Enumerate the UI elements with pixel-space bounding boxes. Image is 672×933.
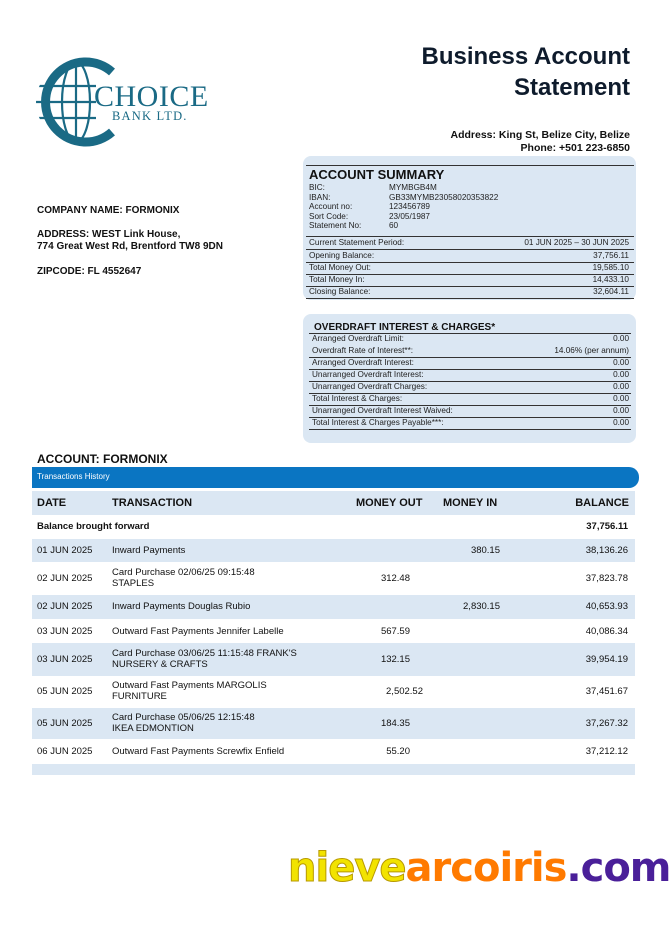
row-value: 19,585.10 [592,263,629,272]
detail-value: 23/05/1987 [389,211,430,221]
col-money-in: MONEY IN [443,497,498,509]
row-label: Total Interest & Charges: [312,394,403,403]
row-description: Inward Payments [112,545,186,556]
watermark-part-2: arcoiris [405,845,567,891]
row-description: Outward Fast Payments Jennifer Labelle [112,626,284,637]
row-label: Closing Balance: [309,287,371,296]
row-description-line-2: IKEA EDMONTION [112,723,194,734]
row-label: Arranged Overdraft Limit: [312,334,404,343]
overdraft-row [312,405,629,417]
row-balance: 40,653.93 [585,601,628,612]
detail-label: Sort Code: [309,211,349,221]
account-summary-title: ACCOUNT SUMMARY [309,167,445,182]
divider [309,429,631,430]
account-label: ACCOUNT: FORMONIX [37,452,168,466]
brought-forward-balance: 37,756.11 [586,521,628,532]
row-value: 32,604.11 [593,287,629,296]
row-label: Total Interest & Charges Payable***: [312,418,444,427]
row-money-out: 55.20 [386,746,410,757]
row-balance: 39,954.19 [585,654,628,665]
detail-label: BIC: [309,183,325,192]
row-value: 0.00 [613,334,629,343]
bank-phone: Phone: +501 223-6850 [520,142,630,154]
table-row [32,739,635,764]
watermark-part-1: nieve [288,845,406,891]
row-money-out: 184.35 [380,718,410,729]
row-money-out: 312.48 [380,573,410,584]
row-label: Total Money Out: [309,263,371,272]
row-date: 03 JUN 2025 [37,654,93,665]
row-description [112,680,267,702]
row-label: Opening Balance: [309,251,375,260]
watermark [288,845,671,891]
overdraft-row [312,333,629,345]
transactions-history-label: Transactions History [37,472,110,481]
row-money-out: 132.15 [380,654,410,665]
summary-row [309,237,629,249]
row-balance: 37,823.78 [585,573,628,584]
row-date: 02 JUN 2025 [37,573,93,584]
overdraft-row [312,357,629,369]
overdraft-title: OVERDRAFT INTEREST & CHARGES* [314,322,496,333]
row-label: Total Money In: [309,275,365,284]
col-balance: BALANCE [575,497,629,509]
summary-details [309,183,499,231]
table-row [32,595,635,619]
logo-name: CHOICE [94,80,209,113]
detail-value: GB33MYMB23058020353822 [389,192,499,202]
document-title [370,41,630,103]
row-balance: 40,086.34 [585,626,628,637]
table-row [32,708,635,739]
detail-value: 60 [389,221,399,230]
row-description-line-1: Card Purchase 03/06/25 11:15:48 FRANK'S [112,648,297,659]
row-label: Current Statement Period: [309,238,405,247]
overdraft-row [312,345,629,357]
table-row [32,539,635,562]
row-money-out: 567.59 [380,626,410,637]
title-line-1: Business Account [421,43,630,70]
row-description-line-1: Card Purchase 05/06/25 12:15:48 [112,712,255,723]
row-value: 37,756.11 [593,251,629,260]
row-balance: 37,212.12 [585,746,628,757]
company-zipcode: ZIPCODE: FL 4552647 [37,266,142,277]
row-money-out: 2,502.52 [386,686,423,697]
summary-row [309,250,629,262]
row-balance: 38,136.26 [585,545,628,556]
transactions-history-bar [32,467,639,488]
brought-forward-label: Balance brought forward [37,521,150,532]
summary-row [309,274,629,286]
table-row [32,643,635,676]
table-row [32,619,635,643]
table-footer-row [32,764,635,775]
detail-value: MYMBGB4M [389,183,437,192]
table-row [32,676,635,708]
row-value: 0.00 [613,382,629,391]
divider [306,298,634,299]
row-label: Arranged Overdraft Interest: [312,358,414,367]
row-description [112,648,297,670]
row-value: 14,433.10 [592,275,629,284]
row-date: 06 JUN 2025 [37,746,93,757]
summary-row [309,286,629,298]
row-description-line-1: Card Purchase 02/06/25 09:15:48 [112,567,255,578]
bank-address: Address: King St, Belize City, Belize [450,129,630,141]
row-label: Overdraft Rate of Interest**: [312,346,414,355]
watermark-part-3: .com [566,845,671,891]
detail-label: Account no: [309,202,353,211]
company-name: COMPANY NAME: FORMONIX [37,205,180,216]
row-label: Unarranged Overdraft Charges: [312,382,428,391]
col-date: DATE [37,497,67,509]
table-row [32,562,635,595]
row-description-line-1: Outward Fast Payments MARGOLIS [112,680,267,691]
company-address-line-1: ADDRESS: WEST Link House, [37,229,181,240]
table-row-brought-forward [32,515,635,539]
row-value: 0.00 [613,418,629,427]
divider [306,165,634,166]
overdraft-row [312,381,629,393]
row-description [112,567,255,589]
row-value: 01 JUN 2025 – 30 JUN 2025 [524,238,629,247]
row-date: 02 JUN 2025 [37,601,93,612]
title-line-2: Statement [513,74,630,101]
row-value: 0.00 [613,370,629,379]
summary-row [309,262,629,274]
row-description [112,712,255,734]
detail-label: IBAN: [309,192,331,202]
row-label: Unarranged Overdraft Interest Waived: [312,406,453,415]
row-description: Outward Fast Payments Screwfix Enfield [112,746,285,757]
row-value: 0.00 [613,358,629,367]
row-money-in: 2,830.15 [463,601,500,612]
detail-value: 123456789 [389,202,430,211]
row-description-line-2: NURSERY & CRAFTS [112,659,208,670]
logo-subtitle: BANK LTD. [112,109,188,123]
row-description-line-2: STAPLES [112,578,155,589]
row-value: 0.00 [613,394,629,403]
row-date: 01 JUN 2025 [37,545,93,556]
row-value: 14.06% (per annum) [554,346,629,355]
row-date: 05 JUN 2025 [37,718,93,729]
overdraft-row [312,417,629,429]
overdraft-row [312,393,629,405]
row-date: 05 JUN 2025 [37,686,93,697]
row-label: Unarranged Overdraft Interest: [312,370,424,379]
row-description: Inward Payments Douglas Rubio [112,601,251,612]
overdraft-row [312,369,629,381]
company-address-line-2: 774 Great West Rd, Brentford TW8 9DN [37,241,223,252]
row-balance: 37,451.67 [585,686,628,697]
col-money-out: MONEY OUT [356,497,423,509]
row-description-line-2: FURNITURE [112,691,167,702]
row-money-in: 380.15 [470,545,500,556]
row-balance: 37,267.32 [585,718,628,729]
col-transaction: TRANSACTION [112,497,193,509]
detail-label: Statement No: [309,221,362,230]
row-date: 03 JUN 2025 [37,626,93,637]
row-value: 0.00 [613,406,629,415]
